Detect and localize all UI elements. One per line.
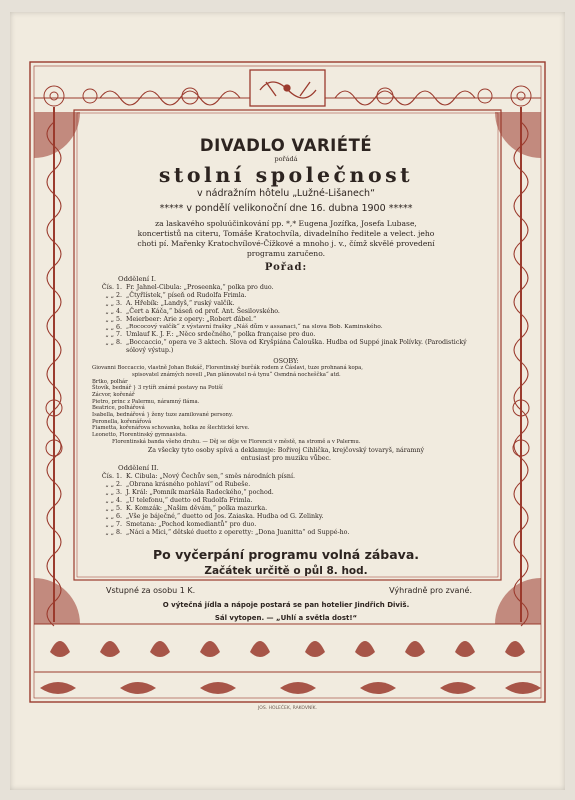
- section-heading-2: Oddělení II.: [118, 464, 159, 473]
- intro-line: choti pí. Mařenky Kratochvílové-Čížkové a mnoho j. v., čímž skvělé provedení: [137, 239, 435, 248]
- cast-line: Beatrice, polhářová: [92, 405, 145, 412]
- theatre-title: DIVADLO VARIÉTÉ: [199, 136, 373, 155]
- cast-line: Zácvor, kořenář: [92, 391, 135, 398]
- cast-heading: OSOBY:: [273, 357, 299, 366]
- bottom-border-motif: [40, 641, 541, 694]
- entry-line: [90, 586, 482, 595]
- catering-line: O výtečná jídla a nápoje postará se pan hotelier Jindřich Diviš.: [162, 600, 410, 609]
- cast-line: Fiametta, kořenářova schovanka, holka ze šlechtické krve.: [92, 425, 250, 432]
- program-item: „ „ 7. Smetana: „Pochod komediantů“ pro duo.: [105, 520, 257, 528]
- program-item: „ „ 5. Meierbeer: Arie z opery: „Robert ďábel.“: [105, 315, 257, 323]
- date-stars-right: *****: [388, 203, 413, 214]
- cast-note-line: entusiast pro muziku vůbec.: [240, 454, 332, 462]
- cast-line: Pietro, princ z Palermu, náramný fláma.: [92, 398, 200, 405]
- program-item: „ „ 8. „Náci a Mici,“ dětské duetto z operetty: „Dona Juanitta“ od Suppé-ho.: [105, 528, 350, 536]
- company-name: stolní společnost: [158, 163, 414, 187]
- cast-note-line: Za všecky tyto osoby spívá a deklamuje: Bořivoj Cihlička, krejčovský tovaryš, náramný: [147, 446, 425, 454]
- cast-line: spisovatel známých novell „Pan plánovatel n-á tynu“ Osmdná nocheščka“ atd.: [132, 371, 341, 378]
- cast-line: Brtko, polhár: [92, 378, 128, 385]
- cast-note: [90, 447, 482, 463]
- top-crest: [250, 70, 325, 106]
- cast-line: Isabella, bednářová } ženy tuze zamilované persony.: [92, 412, 233, 419]
- program-item: Čís. 1. K. Cibula: „Nový Čechův sen,“ směs národních písní.: [101, 473, 295, 481]
- cast-line: Leonetto, Florentinský gymnasista.: [92, 432, 187, 439]
- cast-line: Giovanni Boccaccio, vlastně Johan Bukáč, Florentinský burčák rodem z Čáslavi, tuze prohnaná kopa,: [92, 365, 363, 372]
- program-item: „ „ 3. A. Hřebík: „Landyš,“ ruský valčík.: [105, 299, 235, 307]
- program-item: „ „ 4. „U telefonu,“ duetto od Rudolfa Frimla.: [105, 497, 253, 505]
- venue-line: v nádražním hôtelu „Lužné-Lišanech“: [197, 188, 375, 199]
- poster-content: [90, 130, 482, 622]
- cast-line: Florentinská banda všeho druhu. — Děj se děje ve Florencii v městě, na stromě a v Palermu.: [112, 438, 361, 445]
- entry-fee: Vstupné za osobu 1 K.: [106, 585, 196, 595]
- section-heading-1: Oddělení I.: [118, 275, 157, 283]
- program-list-2: [90, 473, 482, 536]
- intro-paragraph: [90, 219, 482, 259]
- program-item: „ „ 5. K. Komzák: „Našim děvám,“ polka mazurka.: [105, 505, 268, 513]
- program-item: „ „ 2. „Obrana krásného pohlaví“ od Rubeše.: [105, 481, 251, 489]
- event-date: v pondělí velikonoční dne 16. dubna 1900: [186, 203, 386, 214]
- printer-credit: JOS. HOLEČEK, RAKOVNÍK.: [257, 706, 317, 711]
- program-item: „ „ 6. „Vše je báječné,“ duetto od Jos. Zaiaska. Hudba od G. Zelinky.: [105, 512, 324, 520]
- intro-line: programu zaručeno.: [246, 249, 326, 258]
- invitation-only: Výhradně pro zvané.: [389, 585, 472, 595]
- cast-line: Peronella, kořenářová: [92, 418, 152, 425]
- start-time-line: Začátek určitě o půl 8. hod.: [204, 564, 368, 577]
- program-item: „ „ 2. „Čtyřlístek,“ píseň od Rudolfa Frimla.: [105, 291, 247, 299]
- program-item: „ „ 8. „Boccaccio,“ opera ve 3 aktech. Slova od Kryšpiána Čalouška. Hudba od Suppé jinak Polívky. (Parodistický sólový výstup.): [105, 339, 467, 355]
- hall-heated-line: Sál vytopen. — „Uhlí a světla dost!“: [214, 613, 358, 622]
- intro-line: za laskavého spoluúčinkování pp. *,* Eugena Jozífka, Josefa Lubase,: [155, 219, 417, 228]
- cast-list: [92, 365, 482, 445]
- intro-line: koncertistů na citeru, Tomáše Kratochvíla, divadelního ředitele a velect. jeho: [137, 229, 435, 238]
- program-item: „ „ 6. „Rococový valčík“ z výstavní frašky „Náš dům v assanaci,“ na slova Bob. Kaminského.: [105, 323, 383, 331]
- program-item: „ „ 4. „Čert a Káča,“ báseň od prof. Ant. Šesilovského.: [105, 307, 280, 315]
- program-item: „ „ 3. J. Král: „Pomník maršála Radeckého,“ pochod.: [105, 489, 274, 497]
- date-stars-left: *****: [159, 203, 184, 214]
- date-line: [90, 203, 482, 214]
- free-entertainment-line: Po vyčerpání programu volná zábava.: [152, 546, 420, 562]
- program-item: „ „ 7. Umlauf K. J. F.: „Něco srdečného,“ polka française pro duo.: [105, 331, 316, 339]
- program-list-1: [90, 284, 482, 355]
- cast-line: Štovík, bednář } 3 rytíři známé postavy na Potiší: [92, 385, 223, 392]
- program-item: Čís. 1. Fr. Jahnel-Cibula: „Proseenka,“ polka pro duo.: [101, 284, 274, 291]
- poster-sheet: [10, 12, 565, 790]
- poradka-label: pořádá: [274, 155, 298, 163]
- program-heading: Pořad:: [264, 262, 308, 273]
